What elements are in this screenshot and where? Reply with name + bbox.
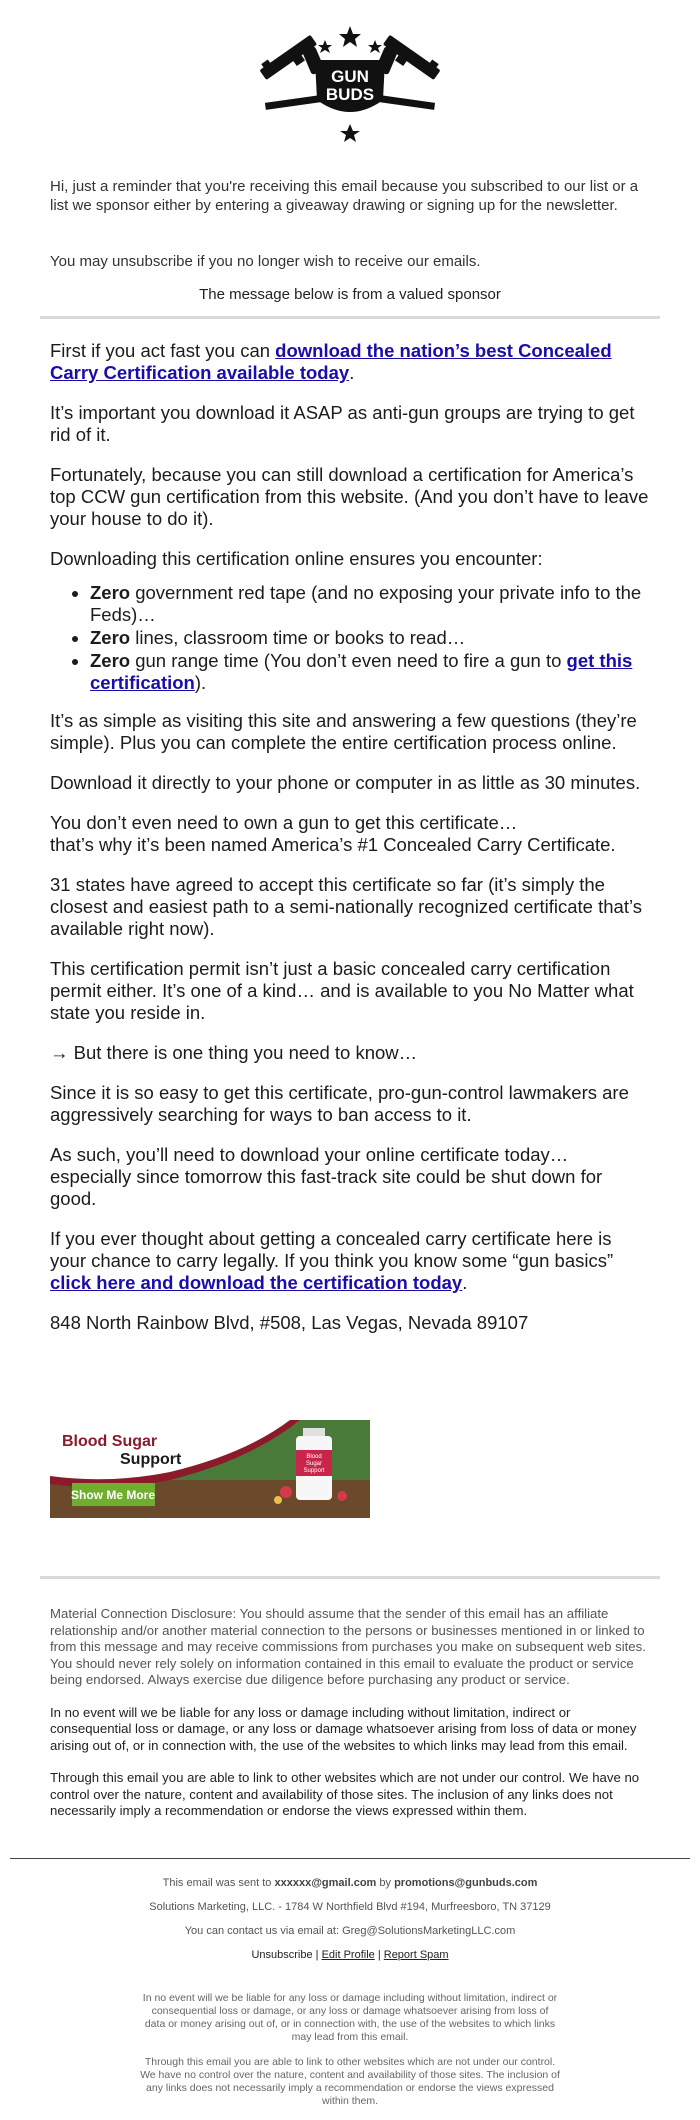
- material-disclosure: [50, 1606, 650, 1836]
- paragraph: As such, you’ll need to download your online certificate today… especially since tomorrow this fast-track site could be shut down for good.: [50, 1144, 603, 1209]
- list-item: • Zero gun range time (You don’t even need to fire a gun to get this certification).: [90, 650, 650, 694]
- footer-liability-text: In no event will we be liable for any loss or damage including without limitation, indirect or consequential loss or damage, or any loss or damage whatsoever arising from loss of data or money arising out of, or in connection with, the use of the websites to which links may lead from this email.: [142, 1992, 558, 2043]
- click-here-download-link[interactable]: click here and download the certification today: [50, 1272, 463, 1293]
- paragraph: 31 states have agreed to accept this certificate so far (it’s simply the closest and easiest path to a semi-nationally recognized certificate that’s available right now).: [50, 874, 642, 939]
- paragraph: This certification permit isn’t just a basic concealed carry certification permit either. It’s one of a kind… and is available to you No Matter what state you reside in.: [50, 958, 634, 1023]
- liability-text: In no event will we be liable for any loss or damage including without limitation, indirect or consequential loss or damage, or any loss or damage whatsoever arising from loss of data or money arising out of, or in connection with, the use of the websites to which links may lead from this email.: [50, 1704, 637, 1753]
- get-certification-link[interactable]: get this certification: [90, 650, 633, 693]
- footer-links: Unsubscribe | Edit Profile | Report Spam: [251, 1949, 449, 1961]
- recipient-email: xxxxxx@gmail.com: [274, 1877, 377, 1889]
- list-item: • Zero government red tape (and no exposing your private info to the Feds)…: [90, 582, 650, 626]
- show-me-more-label: Show Me More: [70, 1488, 156, 1502]
- banner-title-line1: Blood Sugar: [62, 1433, 158, 1450]
- subscription-reminder: Hi, just a reminder that you're receiving this email because you subscribed to our list or a list we sponsor either by entering a giveaway drawing or signing up for the newsletter.: [50, 178, 639, 214]
- paragraph: Download it directly to your phone or computer in as little as 30 minutes.: [50, 772, 641, 793]
- paragraph: Since it is so easy to get this certificate, pro-gun-control lawmakers are aggressively searching for ways to ban access to it.: [50, 1082, 629, 1125]
- footer-external-links-text: Through this email you are able to link to other websites which are not under our control. We have no control over the nature, content and availability of those sites. The inclusion of any links does not necessarily imply a recommendation or endorse the views expressed within them.: [140, 2056, 560, 2107]
- download-certification-link[interactable]: download the nation’s best Concealed Carry Certification available today: [50, 340, 612, 383]
- logo-text-gun: GUN: [331, 67, 369, 86]
- supplement-bottle-icon: [296, 1428, 332, 1500]
- benefits-list: [50, 582, 650, 694]
- sponsor-address: 848 North Rainbow Blvd, #508, Las Vegas, Nevada 89107: [50, 1312, 529, 1333]
- divider: [40, 1576, 660, 1579]
- svg-text:Sugar: Sugar: [305, 1461, 323, 1467]
- svg-text:Blood: Blood: [306, 1454, 322, 1460]
- contact-line: You can contact us via email at: Greg@SolutionsMarketingLLC.com: [184, 1925, 516, 1937]
- paragraph: Fortunately, because you can still download a certification for America’s top CCW gun certification from this website. (And you don’t have to leave your house to do it).: [50, 464, 649, 529]
- material-connection-text: Material Connection Disclosure: You should assume that the sender of this email has an affiliate relationship and/or another material connection to the persons or businesses mentioned in or linked to from this message and may receive commissions from purchases you make on subsequent web sites. You should never rely solely on information contained in this email to evaluate the product or service being endorsed. Always exercise due diligence before purchasing any product or service.: [50, 1606, 646, 1687]
- sender-email: promotions@gunbuds.com: [394, 1877, 538, 1889]
- svg-text:Support: Support: [303, 1468, 325, 1474]
- company-address: Solutions Marketing, LLC. - 1784 W Northfield Blvd #194, Murfreesboro, TN 37129: [149, 1901, 551, 1913]
- logo-text-buds: BUDS: [325, 85, 375, 104]
- paragraph: First if you act fast you can download the nation’s best Concealed Carry Certification available today.: [50, 340, 612, 383]
- edit-profile-link[interactable]: Edit Profile: [321, 1949, 375, 1961]
- star-icon: [340, 124, 360, 142]
- paragraph: → But there is one thing you need to know…: [50, 1042, 418, 1063]
- star-icon: [318, 40, 332, 53]
- footer-legal: [140, 1992, 560, 2120]
- unsubscribe-link[interactable]: Unsubscribe: [251, 1949, 313, 1961]
- report-spam-link[interactable]: Report Spam: [383, 1949, 449, 1961]
- divider: [10, 1858, 690, 1859]
- sponsor-message: [50, 340, 650, 1352]
- blood-sugar-ad-banner[interactable]: [50, 1420, 370, 1518]
- paragraph: Downloading this certification online ensures you encounter:: [50, 548, 543, 569]
- unsubscribe-note: You may unsubscribe if you no longer wish to receive our emails.: [50, 253, 481, 270]
- star-icon: [339, 26, 361, 47]
- list-item: • Zero lines, classroom time or books to read…: [90, 627, 650, 649]
- sponsor-note: The message below is from a valued sponsor: [199, 286, 501, 303]
- paragraph: You don’t even need to own a gun to get this certificate… that’s why it’s been named America’s #1 Concealed Carry Certificate.: [50, 812, 616, 855]
- external-links-text: Through this email you are able to link to other websites which are not under our control. We have no control over the nature, content and availability of those sites. The inclusion of any links does not necessarily imply a recommendation or endorse the views expressed within them.: [50, 1770, 640, 1818]
- divider: [40, 316, 660, 319]
- paragraph: It’s as simple as visiting this site and answering a few questions (they’re simple). Plus you can complete the entire certification process online.: [50, 710, 637, 753]
- paragraph: It’s important you download it ASAP as anti-gun groups are trying to get rid of it.: [50, 402, 635, 445]
- banner-title-line2: Support: [120, 1451, 182, 1468]
- paragraph: If you ever thought about getting a concealed carry certificate here is your chance to carry legally. If you think you know some “gun basics” click here and download the certification today.: [50, 1228, 614, 1293]
- gunbuds-logo[interactable]: [255, 20, 445, 145]
- star-icon: [368, 40, 382, 53]
- sent-to-line: This email was sent to xxxxxx@gmail.com by promotions@gunbuds.com: [162, 1877, 538, 1889]
